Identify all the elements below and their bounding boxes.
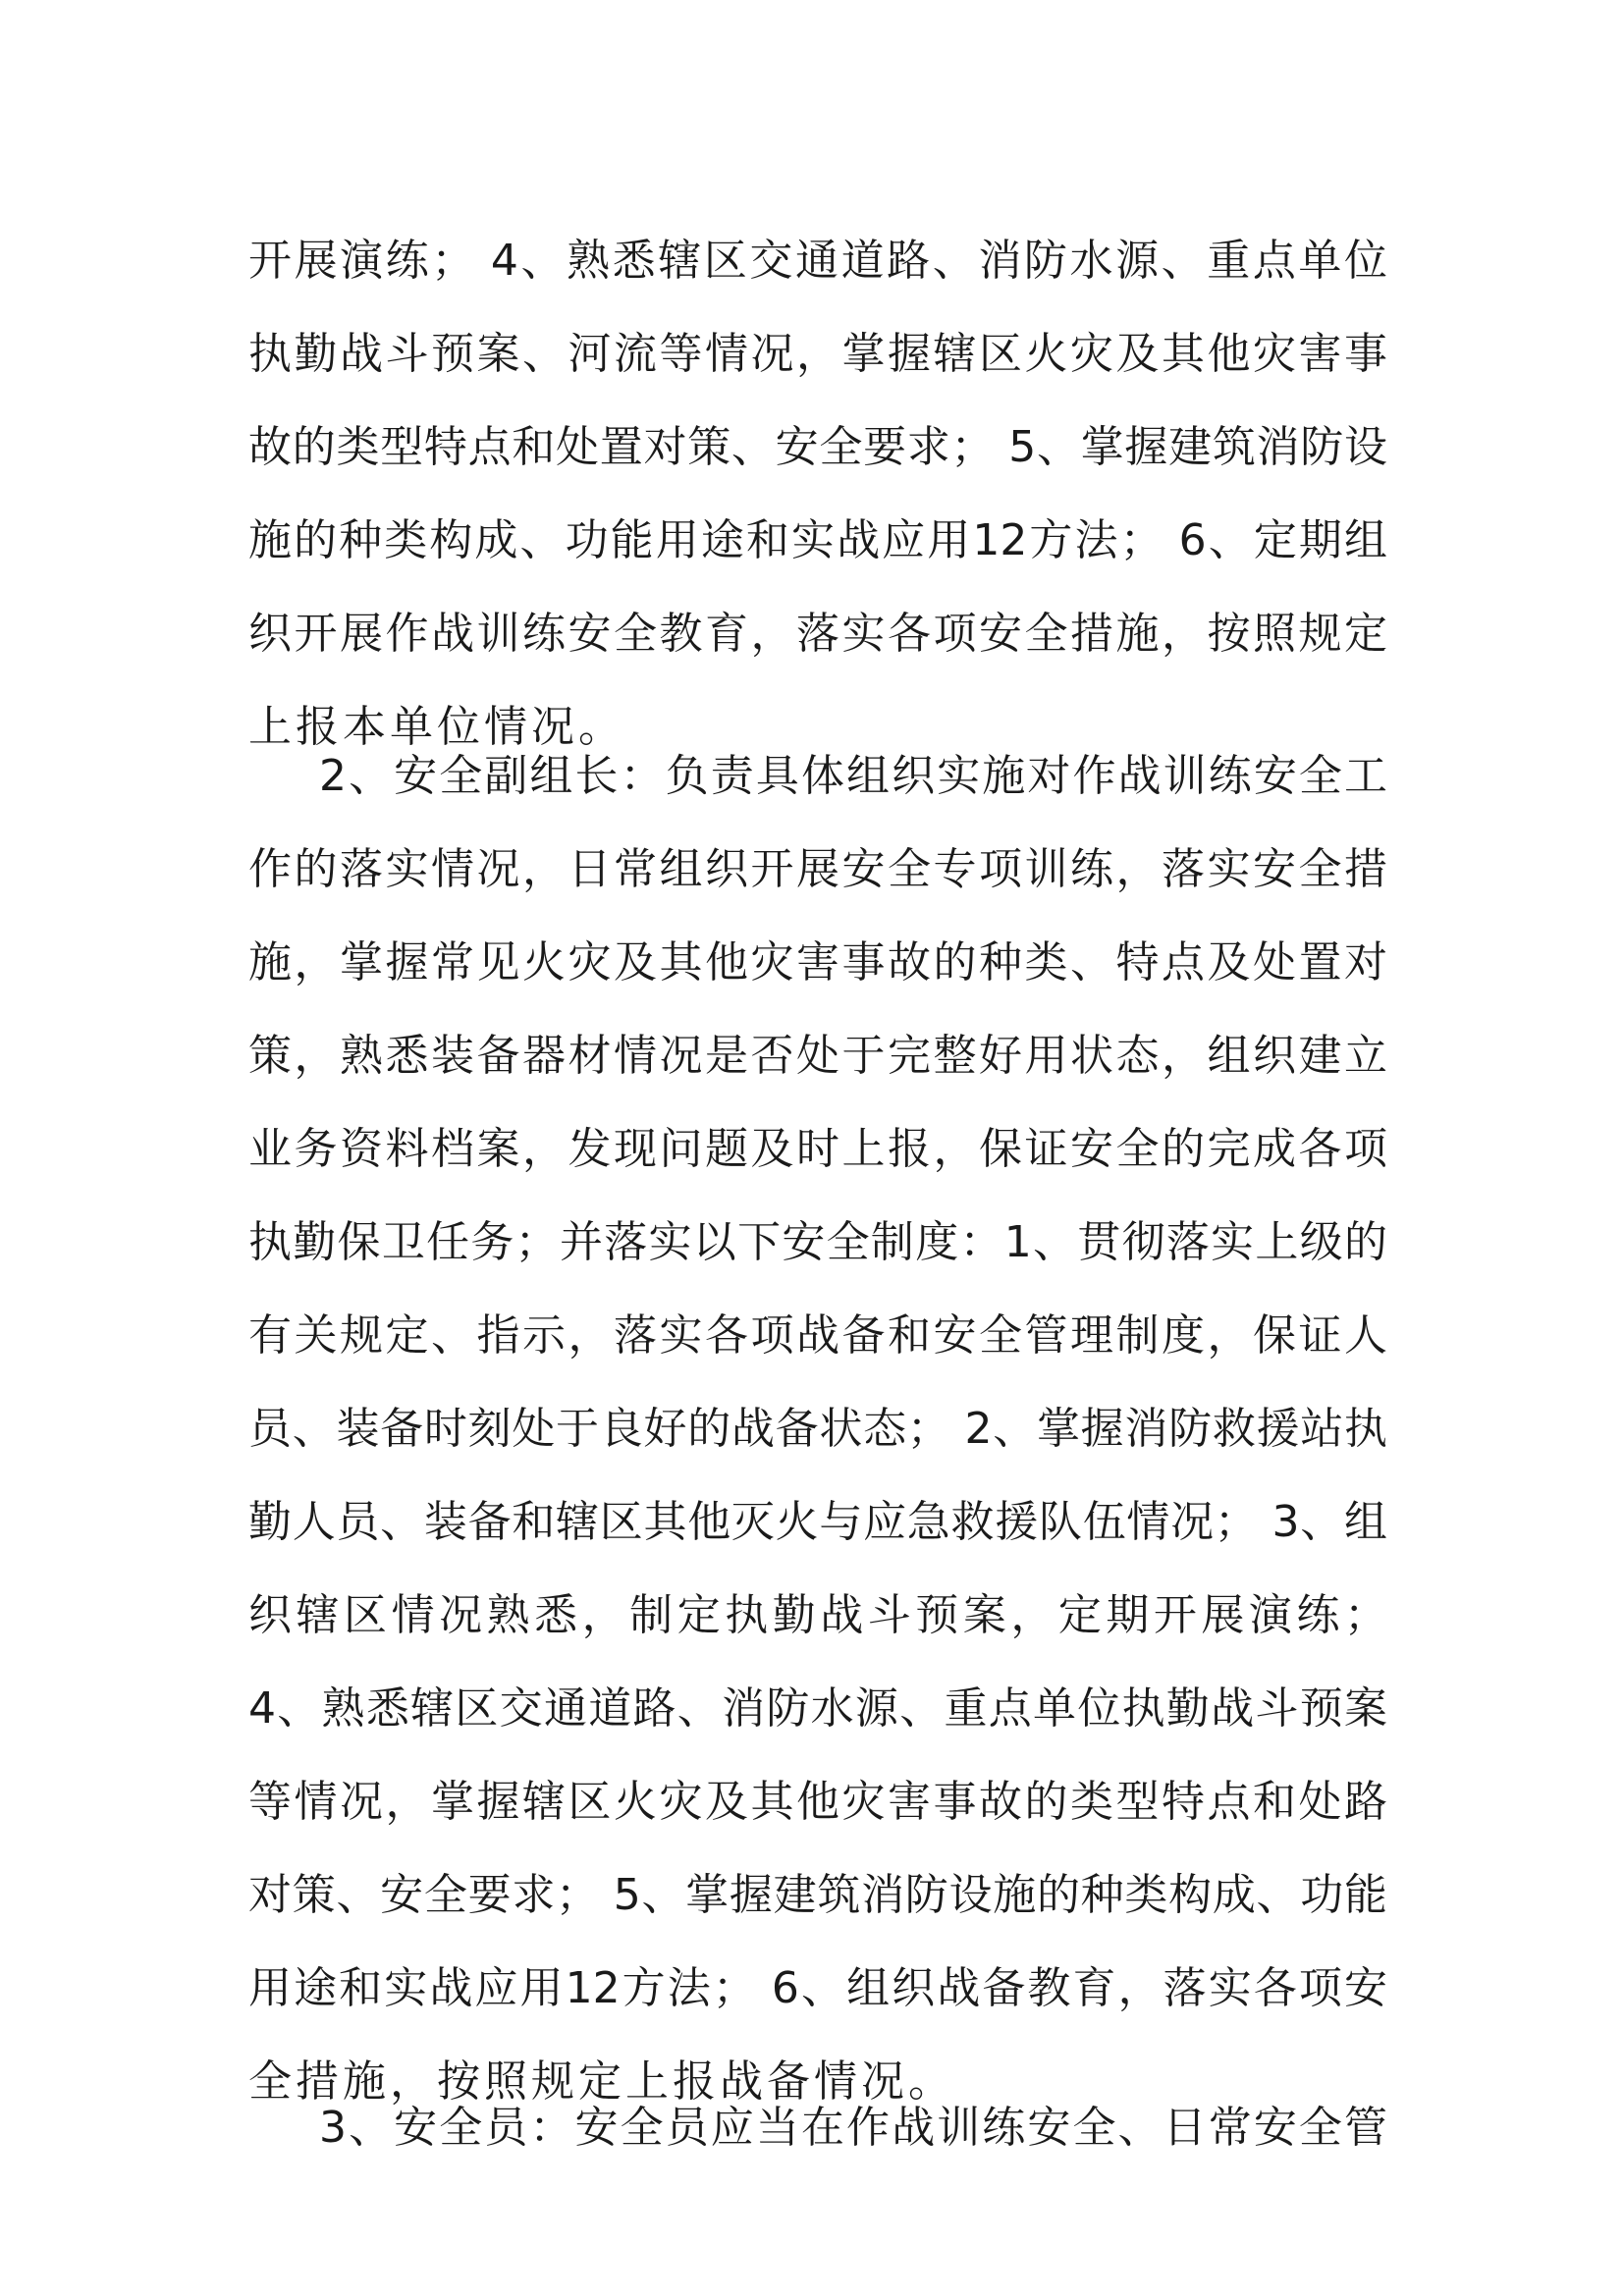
- text-line: 故的类型特点和处置对策、安全要求； 5、掌握建筑消防设: [248, 422, 1387, 472]
- paragraph-deputy-leader: [248, 729, 1387, 2128]
- text-line: 3、安全员：安全员应当在作战训练安全、日常安全管: [319, 2103, 1387, 2153]
- text-line: 等情况，掌握辖区火灾及其他灾害事故的类型特点和处路: [248, 1777, 1387, 1827]
- text-line: 执勤战斗预案、河流等情况，掌握辖区火灾及其他灾害事: [248, 329, 1387, 379]
- text-line: 上报本单位情况。: [248, 702, 625, 752]
- text-line: 织开展作战训练安全教育，落实各项安全措施，按照规定: [248, 609, 1387, 659]
- text-line: 全措施，按照规定上报战备情况。: [248, 2056, 955, 2107]
- text-line: 对策、安全要求； 5、掌握建筑消防设施的种类构成、功能: [248, 1870, 1387, 1920]
- text-line: 织辖区情况熟悉，制定执勤战斗预案，定期开展演练；: [248, 1590, 1387, 1640]
- text-line: 4、熟悉辖区交通道路、消防水源、重点单位执勤战斗预案: [248, 1683, 1387, 1734]
- text-line: 业务资料档案，发现问题及时上报，保证安全的完成各项: [248, 1124, 1387, 1174]
- text-line: 开展演练； 4、熟悉辖区交通道路、消防水源、重点单位: [248, 236, 1387, 286]
- text-line: 2、安全副组长：负责具体组织实施对作战训练安全工: [319, 751, 1387, 801]
- text-line: 勤人员、装备和辖区其他灭火与应急救援队伍情况； 3、组: [248, 1497, 1387, 1547]
- text-line: 施的种类构成、功能用途和实战应用12方法； 6、定期组: [248, 515, 1387, 565]
- text-line: 执勤保卫任务；并落实以下安全制度：1、贯彻落实上级的: [248, 1217, 1387, 1267]
- paragraph-safety-officer: [248, 2081, 1387, 2174]
- text-line: 策，熟悉装备器材情况是否处于完整好用状态，组织建立: [248, 1031, 1387, 1081]
- text-line: 有关规定、指示，落实各项战备和安全管理制度，保证人: [248, 1310, 1387, 1361]
- text-line: 施，掌握常见火灾及其他灾害事故的种类、特点及处置对: [248, 937, 1387, 988]
- text-line: 员、装备时刻处于良好的战备状态； 2、掌握消防救援站执: [248, 1404, 1387, 1454]
- text-line: 用途和实战应用12方法； 6、组织战备教育，落实各项安: [248, 1963, 1387, 2013]
- paragraph-continued: [248, 214, 1387, 774]
- text-line: 作的落实情况，日常组织开展安全专项训练，落实安全措: [248, 844, 1387, 894]
